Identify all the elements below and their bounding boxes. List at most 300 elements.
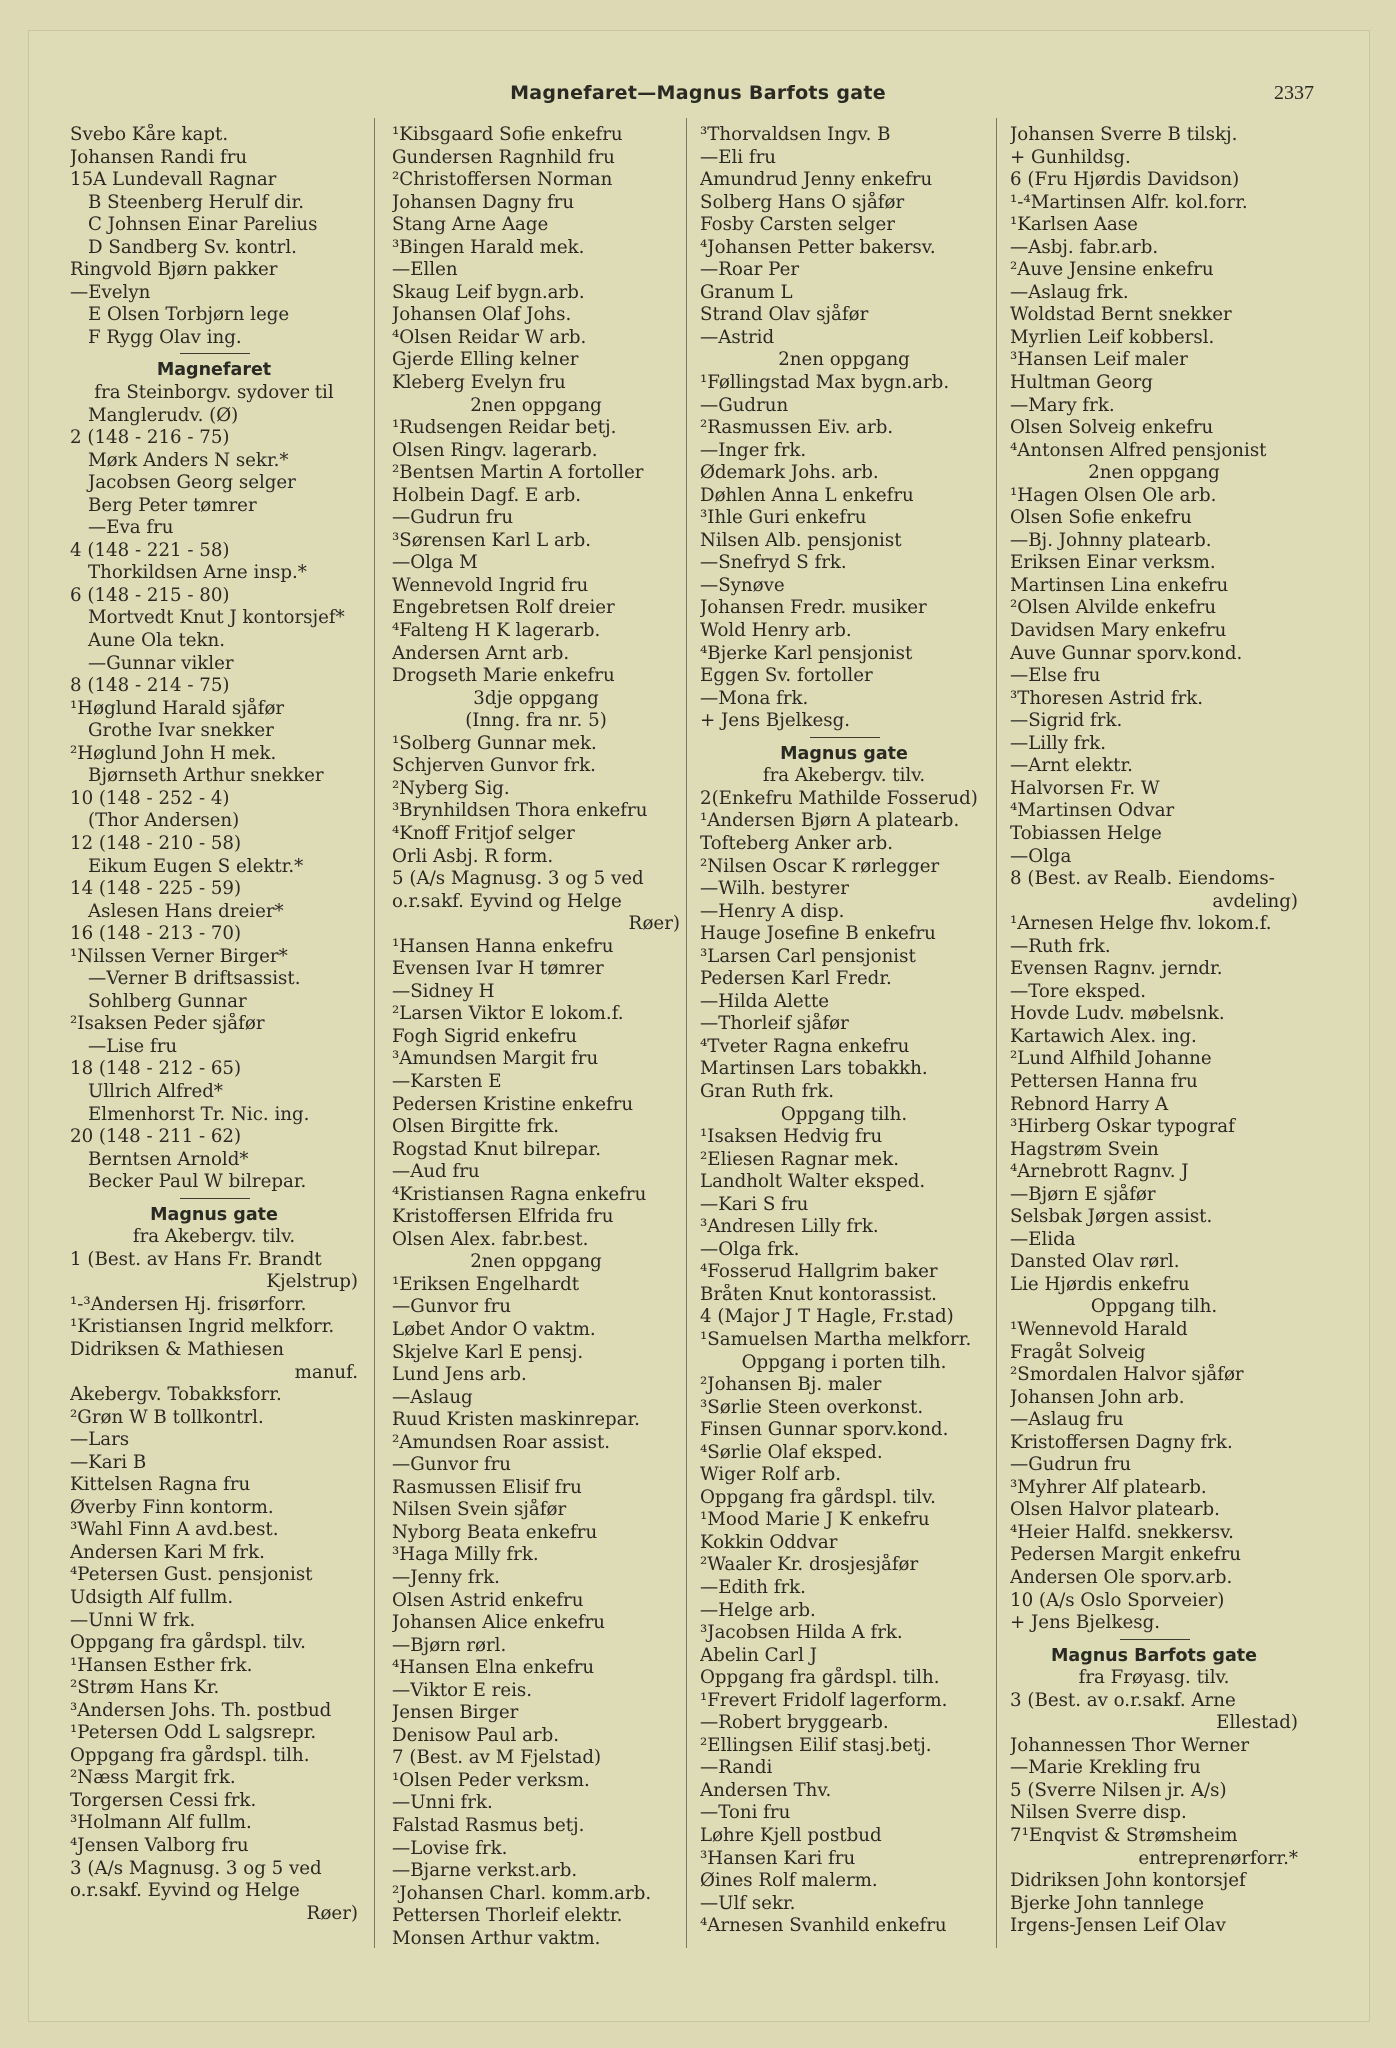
directory-entry: ³Thorvaldsen Ingv. B [700, 124, 891, 145]
directory-entry: C Johnsen Einar Parelius [88, 214, 318, 236]
directory-entry: ³Hansen Leif maler [1010, 349, 1188, 371]
directory-entry: o.r.sakf. Eyvind og Helge [392, 890, 622, 912]
directory-entry: ³Sørlie Steen overkonst. [700, 1396, 924, 1418]
directory-entry: —Gudrun fru [1010, 1454, 1132, 1476]
directory-entry: ⁴Knoff Fritjof selger [392, 822, 575, 844]
directory-entry: ³Jacobsen Hilda A frk. [700, 1622, 903, 1644]
directory-entry: Johansen Olaf Johs. [392, 304, 572, 326]
directory-entry: Olsen Birgitte frk. [392, 1116, 560, 1138]
directory-entry: Selsbak Jørgen assist. [1010, 1206, 1213, 1228]
directory-entry: Andersen Thv. [700, 1779, 832, 1801]
directory-entry: manuf. [294, 1361, 358, 1383]
directory-entry: Røer) [628, 913, 680, 935]
directory-entry: Nilsen Alb. pensjonist [700, 529, 902, 551]
directory-entry: —Marie Krekling fru [1010, 1757, 1201, 1779]
directory-entry: —Randi [700, 1757, 773, 1779]
directory-entry: Ullrich Alfred* [88, 1080, 224, 1102]
directory-entry: Woldstad Bernt snekker [1010, 304, 1232, 326]
directory-entry: ¹Solberg Gunnar mek. [392, 732, 597, 754]
directory-entry: 7¹Enqvist & Strømsheim [1010, 1825, 1238, 1847]
directory-entry: Berg Peter tømrer [88, 494, 257, 516]
directory-entry: —Unni W frk. [70, 1609, 196, 1631]
directory-entry: ²Johansen Bj. maler [700, 1374, 882, 1396]
directory-entry: ²Næss Margit frk. [70, 1767, 236, 1789]
directory-entry: Lund Jens arb. [392, 1364, 527, 1386]
directory-entry: ⁴Sørlie Olaf eksped. [700, 1441, 883, 1463]
directory-column-3 [700, 124, 988, 1938]
directory-entry: Jacobsen Georg selger [88, 472, 296, 494]
directory-entry: ⁴Falteng H K lagerarb. [392, 620, 601, 642]
directory-entry: fra Frøyasg. tilv. [1078, 1667, 1230, 1689]
directory-entry: Gran Ruth frk. [700, 1080, 834, 1102]
directory-entry: F Rygg Olav ing. [88, 326, 242, 348]
directory-entry: Eikum Eugen S elektr.* [88, 855, 304, 877]
directory-entry: Oppgang fra gårdspl. tilh. [70, 1744, 310, 1766]
directory-entry: 10 (A/s Oslo Sporveier) [1010, 1589, 1225, 1611]
directory-entry: Øines Rolf malerm. [700, 1870, 878, 1892]
directory-entry: Johansen Alice enkefru [392, 1612, 606, 1634]
directory-entry: Kjelstrup) [266, 1271, 358, 1293]
directory-entry: ¹Kristiansen Ingrid melkforr. [70, 1316, 335, 1338]
directory-entry: Falstad Rasmus betj. [392, 1815, 585, 1837]
directory-entry: Ellestad) [1216, 1712, 1298, 1734]
directory-entry: Sohlberg Gunnar [88, 990, 247, 1012]
directory-entry: ⁴Heier Halfd. snekkersv. [1010, 1521, 1234, 1543]
directory-entry: Oppgang fra gårdspl. tilv. [70, 1632, 306, 1654]
directory-entry: Stang Arne Aage [392, 214, 549, 236]
directory-entry: Mørk Anders N sekr.* [88, 449, 289, 471]
directory-entry: Olsen Solveig enkefru [1010, 417, 1214, 439]
directory-entry: —Verner B driftsassist. [88, 968, 301, 990]
directory-entry: ¹Nilssen Verner Birger* [70, 945, 288, 967]
directory-entry: Wold Henry arb. [700, 620, 852, 642]
directory-entry: ²Grøn W B tollkontrl. [70, 1406, 264, 1428]
directory-entry: ¹Wennevold Harald [1010, 1318, 1188, 1340]
directory-entry: 2 (148 - 216 - 75) [70, 427, 230, 449]
directory-entry: ⁴Bjerke Karl pensjonist [700, 642, 913, 664]
directory-entry: Strand Olav sjåfør [700, 304, 869, 326]
section-rule [1010, 1635, 1298, 1645]
directory-entry: —Bjarne verkst.arb. [392, 1860, 578, 1882]
directory-entry: 15A Lundevall Ragnar [70, 169, 277, 191]
directory-entry: Gjerde Elling kelner [392, 349, 579, 371]
directory-entry: 5 (A/s Magnusg. 3 og 5 ved [392, 868, 644, 890]
directory-entry: —Arnt elektr. [1010, 755, 1133, 777]
directory-entry: ¹-⁴Martinsen Alfr. kol.forr. [1010, 191, 1248, 213]
directory-entry: —Olga [1010, 845, 1072, 867]
directory-entry: ¹Arnesen Helge fhv. lokom.f. [1010, 913, 1272, 935]
directory-entry: —Aud fru [392, 1161, 480, 1183]
directory-entry: Evensen Ivar H tømrer [392, 958, 604, 980]
directory-entry: ²Nilsen Oscar K rørlegger [700, 855, 940, 877]
directory-entry: Pedersen Margit enkefru [1010, 1544, 1241, 1566]
directory-entry: Mortvedt Knut J kontorsjef* [88, 607, 345, 629]
directory-entry: fra Steinborgv. sydover til [94, 382, 334, 404]
column-separator [996, 118, 997, 1948]
directory-entry: Landholt Walter eksped. [700, 1171, 926, 1193]
directory-entry: Eggen Sv. fortoller [700, 665, 873, 687]
directory-entry: Løbet Andor O vaktm. [392, 1318, 596, 1340]
directory-entry: E Olsen Torbjørn lege [88, 304, 290, 326]
directory-entry: Johansen Randi fru [70, 146, 248, 168]
directory-entry: Oppgang tilh. [1090, 1296, 1218, 1318]
directory-entry: ²Larsen Viktor E lokom.f. [392, 1003, 624, 1025]
directory-entry: —Eva fru [88, 517, 174, 539]
directory-entry: ³Thoresen Astrid frk. [1010, 687, 1204, 709]
directory-entry: Johansen John arb. [1010, 1386, 1185, 1408]
directory-entry: —Lars [70, 1429, 130, 1451]
directory-entry: ²Rasmussen Eiv. arb. [700, 417, 894, 439]
directory-entry: + Jens Bjelkesg. [700, 710, 851, 732]
directory-entry: 20 (148 - 211 - 62) [70, 1126, 242, 1148]
directory-entry: —Elida [1010, 1228, 1076, 1250]
directory-entry: Lie Hjørdis enkefru [1010, 1273, 1190, 1295]
directory-entry: 3dje oppgang [473, 687, 599, 709]
street-heading: Magnus Barfots gate [1050, 1645, 1258, 1666]
directory-entry: —Jenny frk. [392, 1567, 500, 1588]
directory-entry: Irgens-Jensen Leif Olav [1010, 1915, 1226, 1937]
directory-entry: ⁴Petersen Gust. pensjonist [70, 1564, 313, 1586]
directory-entry: ²Bentsen Martin A fortoller [392, 462, 644, 484]
directory-entry: —Kari B [70, 1451, 147, 1473]
column-separator [686, 118, 687, 1948]
directory-entry: 2(Enkefru Mathilde Fosserud) [700, 787, 978, 809]
directory-entry: Bjørnseth Arthur snekker [88, 765, 324, 787]
directory-entry: ⁴Jensen Valborg fru [70, 1835, 249, 1857]
directory-entry: ³Brynhildsen Thora enkefru [392, 800, 648, 822]
directory-entry: Pedersen Kristine enkefru [392, 1093, 634, 1115]
directory-entry: 3 (A/s Magnusg. 3 og 5 ved [70, 1857, 322, 1879]
directory-entry: Rebnord Harry A [1010, 1093, 1169, 1115]
directory-entry: 8 (148 - 214 - 75) [70, 675, 230, 697]
directory-entry: Orli Asbj. R form. [392, 845, 554, 867]
directory-entry: Skjelve Karl E pensj. [392, 1341, 584, 1363]
directory-entry: Fogh Sigrid enkefru [392, 1025, 577, 1047]
directory-entry: ¹Frevert Fridolf lagerform. [700, 1689, 948, 1711]
directory-entry: 2nen oppgang [1088, 462, 1220, 484]
directory-entry: —Mary frk. [1010, 394, 1115, 416]
directory-entry: (Thor Andersen) [88, 810, 240, 832]
directory-entry: ²Auve Jensine enkefru [1010, 259, 1214, 281]
directory-entry: —Gunnar vikler [88, 652, 234, 674]
directory-entry: ³Wahl Finn A avd.best. [70, 1519, 279, 1541]
directory-entry: —Thorleif sjåfør [700, 1013, 849, 1035]
directory-column-2 [392, 124, 680, 1950]
directory-entry: —Synøve [700, 574, 785, 596]
directory-entry: Schjerven Gunvor frk. [392, 755, 596, 777]
directory-entry: Rogstad Knut bilrepar. [392, 1138, 601, 1160]
directory-entry: —Eli fru [700, 146, 777, 168]
directory-entry: ²Ellingsen Eilif stasj.betj. [700, 1734, 932, 1756]
directory-entry: 7 (Best. av M Fjelstad) [392, 1747, 602, 1769]
street-heading: Magnefaret [156, 360, 272, 381]
directory-entry: Svebo Kåre kapt. [70, 124, 229, 145]
directory-entry: —Helge arb. [700, 1599, 816, 1621]
directory-entry: o.r.sakf. Eyvind og Helge [70, 1880, 300, 1902]
directory-entry: ²Strøm Hans Kr. [70, 1677, 220, 1699]
directory-entry: Davidsen Mary enkefru [1010, 620, 1227, 642]
directory-entry: Akebergv. Tobakksforr. [70, 1384, 282, 1406]
directory-entry: Tobiassen Helge [1010, 822, 1162, 844]
directory-entry: ²Isaksen Peder sjåfør [70, 1013, 265, 1035]
directory-entry: ⁴Arnesen Svanhild enkefru [700, 1915, 947, 1937]
directory-entry: avdeling) [1212, 890, 1298, 912]
directory-entry: Røer) [306, 1902, 358, 1924]
directory-entry: ³Andersen Johs. Th. postbud [70, 1699, 332, 1721]
directory-entry: —Karsten E [392, 1070, 502, 1092]
directory-entry: ²Johansen Charl. komm.arb. [392, 1882, 652, 1904]
directory-entry: ⁴Johansen Petter bakersv. [700, 236, 936, 258]
directory-entry: Martinsen Lina enkefru [1010, 574, 1229, 596]
directory-entry: Elmenhorst Tr. Nic. ing. [88, 1103, 310, 1125]
directory-entry: ¹Hagen Olsen Ole arb. [1010, 484, 1217, 506]
directory-entry: 2nen oppgang [778, 349, 910, 371]
directory-entry: Kokkin Oddvar [700, 1531, 838, 1553]
directory-entry: Fragåt Solveig [1010, 1341, 1146, 1363]
directory-entry: —Sidney H [392, 980, 495, 1002]
directory-entry: —Hilda Alette [700, 990, 830, 1012]
directory-entry: ⁴Antonsen Alfred pensjonist [1010, 439, 1267, 461]
directory-entry: Holbein Dagf. E arb. [392, 484, 582, 506]
directory-entry: Berntsen Arnold* [88, 1148, 249, 1170]
directory-entry: ¹Andersen Bjørn A platearb. [700, 810, 960, 832]
directory-entry: Martinsen Lars tobakkh. [700, 1058, 928, 1080]
directory-entry: ¹Petersen Odd L salgsrepr. [70, 1722, 317, 1744]
directory-entry: Oppgang tilh. [780, 1103, 908, 1125]
directory-entry: Øverby Finn kontorm. [70, 1496, 274, 1518]
directory-entry: Hauge Josefine B enkefru [700, 923, 936, 945]
directory-entry: Døhlen Anna L enkefru [700, 484, 914, 506]
directory-entry: Hultman Georg [1010, 372, 1153, 394]
directory-entry: 16 (148 - 213 - 70) [70, 923, 242, 945]
directory-entry: —Lilly frk. [1010, 732, 1106, 754]
directory-entry: ¹Rudsengen Reidar betj. [392, 417, 617, 439]
directory-entry: Jensen Birger [392, 1702, 519, 1724]
directory-entry: —Ulf sekr. [700, 1892, 796, 1914]
directory-entry: ⁴Martinsen Odvar [1010, 800, 1175, 822]
directory-entry: Auve Gunnar sporv.kond. [1010, 642, 1243, 664]
directory-entry: Olsen Alex. fabr.best. [392, 1228, 589, 1250]
directory-entry: —Gunvor fru [392, 1296, 511, 1318]
directory-entry: ¹Høglund Harald sjåfør [70, 697, 285, 719]
directory-entry: 4 (Major J T Hagle, Fr.stad) [700, 1306, 954, 1328]
directory-entry: ⁴Fosserud Hallgrim baker [700, 1261, 938, 1283]
directory-entry: Andersen Kari M frk. [70, 1541, 265, 1563]
directory-entry: Dansted Olav rørl. [1010, 1251, 1180, 1273]
directory-entry: fra Akebergv. tilv. [132, 1226, 296, 1248]
directory-entry: 8 (Best. av Realb. Eiendoms- [1010, 868, 1275, 890]
directory-entry: —Bjørn rørl. [392, 1634, 507, 1656]
directory-entry: ³Bingen Harald mek. [392, 236, 585, 258]
directory-entry: 2nen oppgang [470, 394, 602, 416]
directory-entry: Aune Ola tekn. [88, 630, 226, 652]
directory-entry: fra Akebergv. tilv. [762, 765, 926, 787]
directory-entry: Andersen Arnt arb. [392, 642, 570, 664]
directory-entry: —Lise fru [88, 1035, 178, 1057]
directory-entry: Kittelsen Ragna fru [70, 1474, 251, 1496]
directory-entry: Løhre Kjell postbud [700, 1825, 882, 1847]
directory-entry: —Ruth frk. [1010, 935, 1111, 957]
directory-entry: Nyborg Beata enkefru [392, 1521, 598, 1543]
directory-entry: Finsen Gunnar sporv.kond. [700, 1419, 949, 1441]
directory-entry: Granum L [700, 281, 793, 303]
directory-entry: —Lovise frk. [392, 1837, 508, 1859]
directory-entry: Solberg Hans O sjåfør [700, 191, 905, 213]
directory-column-1 [70, 124, 358, 1925]
directory-entry: —Ellen [392, 259, 458, 281]
directory-entry: Kleberg Evelyn fru [392, 372, 566, 394]
directory-entry: Engebretsen Rolf dreier [392, 597, 615, 619]
directory-entry: —Olga frk. [700, 1238, 800, 1260]
directory-entry: B Steenberg Herulf dir. [88, 191, 304, 213]
directory-entry: Oppgang i porten tilh. [741, 1351, 947, 1373]
directory-entry: Bråten Knut kontorassist. [700, 1283, 937, 1305]
directory-entry: Kristoffersen Elfrida fru [392, 1206, 614, 1228]
directory-entry: —Edith frk. [700, 1577, 806, 1598]
directory-entry: (Inng. fra nr. 5) [465, 710, 607, 732]
directory-entry: 3 (Best. av o.r.sakf. Arne [1010, 1689, 1236, 1711]
directory-entry: 6 (148 - 215 - 80) [70, 584, 230, 606]
page-number: 2337 [1274, 82, 1314, 104]
directory-entry: —Gudrun [700, 394, 789, 416]
directory-entry: —Else fru [1010, 665, 1101, 687]
directory-entry: —Henry A disp. [700, 900, 845, 922]
directory-entry: Didriksen & Mathiesen [70, 1338, 285, 1360]
directory-entry: 10 (148 - 252 - 4) [70, 787, 230, 809]
directory-entry: 14 (148 - 225 - 59) [70, 878, 242, 900]
directory-entry: Johannessen Thor Werner [1010, 1734, 1250, 1756]
directory-entry: —Inger frk. [700, 439, 807, 461]
directory-entry: ⁴Hansen Elna enkefru [392, 1657, 595, 1679]
directory-entry: Olsen Astrid enkefru [392, 1589, 584, 1611]
directory-entry: Rasmussen Elisif fru [392, 1476, 582, 1498]
directory-entry: Didriksen John kontorsjef [1010, 1870, 1246, 1892]
directory-entry: Olsen Sofie enkefru [1010, 507, 1192, 529]
directory-entry: Hagstrøm Svein [1010, 1138, 1159, 1160]
directory-entry: —Olga M [392, 552, 478, 574]
directory-entry: Amundrud Jenny enkefru [700, 169, 933, 191]
directory-entry: —Aslaug [392, 1386, 473, 1408]
directory-entry: —Sigrid frk. [1010, 710, 1123, 732]
directory-entry: —Kari S fru [700, 1193, 809, 1215]
directory-entry: Nilsen Svein sjåfør [392, 1499, 567, 1521]
directory-entry: —Tore eksped. [1010, 980, 1147, 1002]
directory-entry: + Gunhildsg. [1010, 146, 1131, 168]
directory-entry: ¹Isaksen Hedvig fru [700, 1126, 883, 1148]
section-rule [70, 1194, 358, 1204]
directory-entry: Johansen Dagny fru [392, 191, 575, 213]
directory-entry: —Evelyn [70, 281, 151, 303]
directory-entry: 4 (148 - 221 - 58) [70, 539, 230, 561]
page-header-title: Magnefaret—Magnus Barfots gate [510, 82, 886, 104]
directory-entry: Torgersen Cessi frk. [70, 1789, 257, 1811]
directory-entry: Oppgang fra gårdspl. tilv. [700, 1486, 936, 1508]
directory-entry: ²Waaler Kr. drosjesjåfør [700, 1554, 919, 1576]
directory-entry: ⁴Kristiansen Ragna enkefru [392, 1183, 647, 1205]
directory-entry: —Aslaug frk. [1010, 281, 1129, 303]
directory-entry: ³Hirberg Oskar typograf [1010, 1116, 1235, 1138]
directory-entry: Udsigth Alf fullm. [70, 1587, 234, 1608]
directory-entry: entreprenørforr.* [1138, 1847, 1298, 1869]
directory-entry: Olsen Ringv. lagerarb. [392, 439, 598, 461]
directory-entry: —Asbj. fabr.arb. [1010, 236, 1159, 258]
directory-entry: Johansen Fredr. musiker [700, 597, 927, 619]
directory-entry: ¹Eriksen Engelhardt [392, 1273, 580, 1295]
directory-entry: Monsen Arthur vaktm. [392, 1927, 601, 1949]
street-heading: Magnus gate [780, 743, 908, 764]
directory-entry: —Mona frk. [700, 687, 809, 709]
directory-entry: Drogseth Marie enkefru [392, 665, 615, 687]
directory-entry: ¹-³Andersen Hj. frisørforr. [70, 1293, 307, 1315]
directory-entry: Aslesen Hans dreier* [88, 900, 284, 922]
directory-entry: ³Larsen Carl pensjonist [700, 945, 916, 967]
directory-entry: Gundersen Ragnhild fru [392, 146, 615, 168]
directory-entry: 5 (Sverre Nilsen jr. A/s) [1010, 1779, 1227, 1801]
directory-entry: Oppgang fra gårdspl. tilh. [700, 1667, 940, 1689]
directory-entry: ³Amundsen Margit fru [392, 1048, 599, 1070]
directory-entry: ³Sørensen Karl L arb. [392, 529, 592, 551]
directory-entry: D Sandberg Sv. kontrl. [88, 236, 297, 258]
directory-entry: —Bj. Johnny platearb. [1010, 529, 1212, 551]
directory-entry: 12 (148 - 210 - 58) [70, 832, 242, 854]
directory-entry: —Wilh. bestyrer [700, 878, 849, 900]
directory-entry: Kristoffersen Dagny frk. [1010, 1431, 1233, 1453]
section-rule [700, 733, 988, 743]
directory-entry: —Viktor E reis. [392, 1679, 533, 1701]
directory-entry: Johansen Sverre B tilskj. [1010, 124, 1238, 145]
directory-entry: —Robert bryggearb. [700, 1712, 889, 1734]
directory-entry: ⁴Olsen Reidar W arb. [392, 326, 587, 348]
directory-entry: —Astrid [700, 326, 775, 348]
column-separator [374, 118, 375, 1948]
directory-entry: ¹Føllingstad Max bygn.arb. [700, 372, 950, 394]
directory-entry: Manglerudv. (Ø) [88, 404, 239, 426]
directory-entry: ⁴Tveter Ragna enkefru [700, 1035, 910, 1057]
directory-entry: ²Eliesen Ragnar mek. [700, 1148, 899, 1170]
directory-entry: Fosby Carsten selger [700, 214, 895, 236]
directory-entry: Thorkildsen Arne insp.* [88, 562, 307, 584]
directory-entry: —Unni frk. [392, 1792, 493, 1814]
directory-entry: Pettersen Thorleif elektr. [392, 1905, 623, 1927]
directory-entry: —Aslaug fru [1010, 1409, 1124, 1431]
directory-entry: Olsen Halvor platearb. [1010, 1499, 1220, 1521]
directory-entry: Tofteberg Anker arb. [700, 832, 894, 854]
directory-entry: ³Haga Milly frk. [392, 1544, 539, 1566]
directory-entry: Skaug Leif bygn.arb. [392, 281, 585, 303]
street-heading: Magnus gate [150, 1204, 278, 1225]
directory-entry: ³Andresen Lilly frk. [700, 1216, 879, 1238]
directory-entry: ¹Hansen Hanna enkefru [392, 935, 614, 957]
directory-entry: Andersen Ole sporv.arb. [1010, 1567, 1233, 1588]
directory-entry: ¹Karlsen Aase [1010, 214, 1138, 236]
directory-entry: Becker Paul W bilrepar. [88, 1171, 307, 1193]
directory-entry: ²Nyberg Sig. [392, 777, 510, 799]
directory-entry: Ringvold Bjørn pakker [70, 259, 278, 281]
directory-entry: Hovde Ludv. møbelsnk. [1010, 1003, 1225, 1025]
directory-entry: Evensen Ragnv. jerndr. [1010, 958, 1223, 980]
directory-entry: —Gunvor fru [392, 1454, 511, 1476]
directory-entry: Abelin Carl J [700, 1644, 818, 1666]
directory-entry: Kartawich Alex. ing. [1010, 1025, 1197, 1047]
directory-entry: Ødemark Johs. arb. [700, 462, 879, 484]
directory-entry: ²Olsen Alvilde enkefru [1010, 597, 1217, 619]
directory-entry: ³Hansen Kari fru [700, 1847, 856, 1869]
directory-entry: + Jens Bjelkesg. [1010, 1612, 1161, 1634]
directory-column-4 [1010, 124, 1298, 1938]
directory-entry: Grothe Ivar snekker [88, 720, 274, 742]
directory-entry: Halvorsen Fr. W [1010, 777, 1160, 799]
directory-entry: Wiger Rolf arb. [700, 1464, 842, 1486]
